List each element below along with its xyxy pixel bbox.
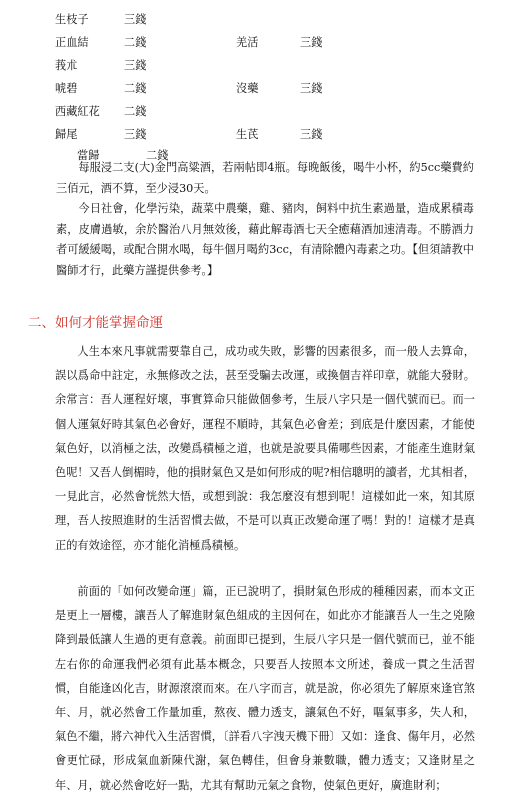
herb-name: 莪朮: [55, 59, 78, 72]
herb-amount: 三錢: [124, 128, 147, 141]
herb-amount: 三錢: [124, 13, 147, 26]
section-heading: 二、如何才能掌握命運: [28, 315, 163, 331]
herb-name: 正血結: [55, 36, 89, 49]
herb-amount: 二錢: [124, 105, 147, 118]
herb-name: 羌活: [236, 36, 259, 49]
dosage-paragraph: 每服浸二支(大)金門高粱酒，若兩帖即4瓶。每晚飯後，喝牛小杯，約5cc藥費約三佰元，酒不算，至少浸30天。: [56, 161, 474, 195]
herb-name: 當歸: [77, 149, 100, 162]
herb-name: 歸尾: [55, 128, 78, 141]
body-paragraph: 前面的「如何改變命運」篇，正已說明了，損財氣色形成的種種因素，而本文正是更上一層樓，讓吾人了解進財氣色組成的主因何在，如此亦才能讓吾人一生之兇險降到最低讓人生過的更有意義。前面即已提到，生辰八字只是一個代號而已，並不能左右你的命運我們必須有此基本概念，只要吾人按照本文所述，養成一貫之生活習慣，自能逢凶化吉，財源滾滾而來。在八字而言，就是說，你必須先了解原來逢官煞年、月，就必然會工作量加重，熬夜、體力透支，讓氣色不好，嘔氣事多，失人和，氣色不繼，將六神代入生活習慣，〔詳看八字洩天機下冊〕又如：逢食、傷年月，必然會更忙碌，形成氣血新陳代謝，氣色轉佳，但會身兼數職，體力透支；又逢財星之年、月，就必然會吃好一點，尤其有幫助元氣之食物，使氣色更好，廣進財利；: [55, 585, 475, 792]
herb-amount: 二錢: [124, 36, 147, 49]
herb-amount: 三錢: [124, 59, 147, 72]
herb-name: 生枝子: [55, 13, 89, 26]
note-paragraph: 今日社會，化學污染，蔬菜中農藥，雞、豬肉，飼料中抗生素過量，造成累積毒素，皮膚過敏，余於醫治八月無效後，藉此解毒酒七天全癒藉酒加速清毒。不勝酒力者可緩緩喝，或配合開水喝，每牛個月喝約3cc，有清除體內毒素之功。【但須請教中醫師才行，此藥方謹提供參考。】: [56, 202, 474, 277]
herb-name: 唬碧: [55, 82, 78, 95]
herb-name: 西藏紅花: [55, 105, 100, 118]
herb-amount: 三錢: [300, 128, 323, 141]
herb-name: 沒藥: [236, 82, 259, 95]
herb-amount: 三錢: [300, 82, 323, 95]
herb-amount: 二錢: [124, 82, 147, 95]
herb-name: 生芪: [236, 128, 259, 141]
herb-amount: 三錢: [300, 36, 323, 49]
herb-amount: 二錢: [146, 149, 169, 162]
body-paragraph: 人生本來凡事就需要靠自己，成功或失敗，影響的因素很多，而一般人去算命，誤以爲命中註定，永無修改之法，甚至受騙去改運，或換個吉祥印章，就能大發財。余常言：吾人運程好壞，事實算命只能做個參考，生辰八字只是一個代號而已。而一個人運氣好時其氣色必會好，運程不順時，其氣色必會差；到底是什麼因素，才能使氣色好，以消極之法，改變爲積極之道，也就是說要具備哪些因素，才能產生進財氣色呢！又吾人倒楣時，他的損財氣色又是如何形成的呢?相信聰明的讀者，尤其相者，一見此言，必然會恍然大悟，或想到說：我怎麼沒有想到呢！這樣如此一來，知其原理，吾人按照進財的生活習慣去做，不是可以真正改變命運了嗎！對的！這樣才是真正的有效途徑，亦才能化消極爲積極。: [55, 345, 475, 552]
